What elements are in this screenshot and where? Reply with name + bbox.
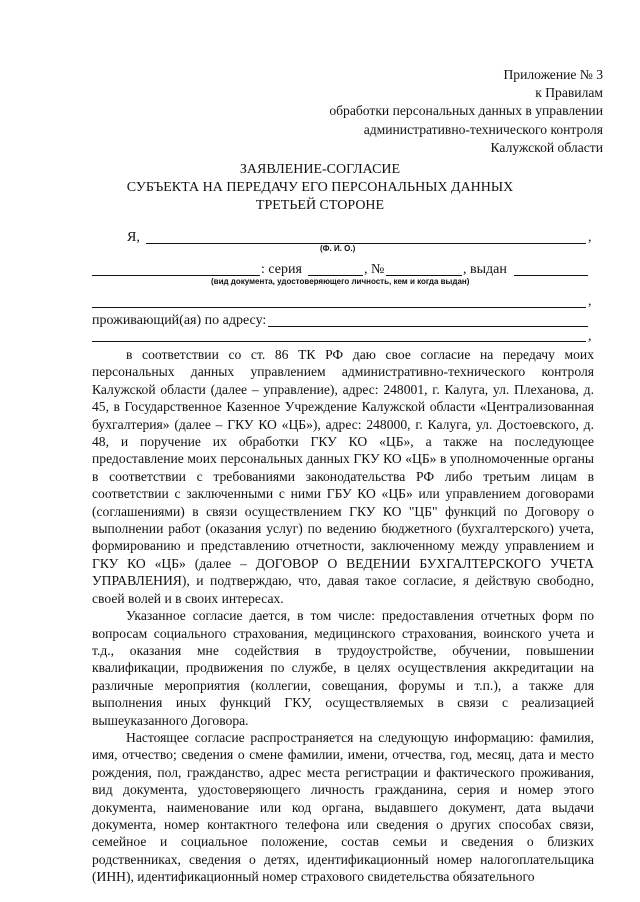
issued-by-comma: , (588, 294, 592, 309)
appendix-line: к Правилам (535, 85, 603, 101)
appendix-header (329, 66, 603, 157)
appendix-line: административно-технического контроля (363, 121, 603, 137)
body-paragraph: Настоящее согласие распространяется на следующую информацию: фамилия, имя, отчество; сведения о смене фамилии, имени, отчества, год, месяц, дата и место рождения, пол, гражданство, адрес места регистрации и фактического проживания, вид документа, удостоверяющего личность гражданина, серия и номер этого документа, наименование или код органа, выдавшего документ, дата выдачи документа, номер контактного телефона или сведения о других способах связи, семейное и социальное положение, состав семьи и сведения о близких родственниках, сведения о детях, идентификационный номер налогоплательщика (ИНН), идентификационный номер страхового свидетельства обязательного (92, 729, 594, 885)
appendix-line: Калужской области (490, 139, 603, 155)
body-paragraph: Указанное согласие дается, в том числе: предоставления отчетных форм по вопросам социального страхования, медицинского страхования, воинского учета и т.д., оказания мне содействия в трудоустройстве, обучении, повышении квалификации, продвижения по службе, в целях осуществления аккредитации на различные мероприятия (коллегии, совещания, форумы и т.п.), а также для выполнения иных функций ГКУ, осуществляемых в связи с реализацией вышеуказанного Договора. (92, 608, 594, 728)
fio-field[interactable] (146, 243, 586, 244)
appendix-line: Приложение № 3 (503, 67, 603, 82)
document-type-field[interactable] (92, 275, 260, 276)
appendix-line: обработки персональных данных в управлении (329, 103, 603, 119)
title-line: ЗАЯВЛЕНИЕ-СОГЛАСИЕ (239, 162, 401, 177)
issued-by-field[interactable] (92, 307, 586, 308)
body-paragraph: в соответствии со ст. 86 ТК РФ даю свое согласие на передачу моих персональных данных управлением административно-технического контроля Калужской области (далее – управление), адрес: 248001, г. Калуга, ул. Плеханова, д. 45, в Государственное Казенное Учреждение Калужской области «Централизованная бухгалтерия» (далее – ГКУ КО «ЦБ»), адрес: 248000, г. Калуга, ул. Достоевского, д. 48, и поручение их обработки ГКУ КО «ЦБ», а также на последующее предоставление моих персональных данных ГКУ КО «ЦБ» в уполномоченные органы в соответствии с требованиями законодательства РФ либо третьим лицам в соответствии с заключенными с ними ГБУ КО «ЦБ» или управлением договорами (соглашениями) в связи осуществлением ГКУ КО "ЦБ" функций по Договору о выполнении работ (оказания услуг) по ведению бюджетного (бухгалтерского) учета, формированию и представлению отчетности, заключенному между управлением и ГКУ КО «ЦБ» (далее – ДОГОВОР О ВЕДЕНИИ БУХГАЛТЕРСКОГО УЧЕТА УПРАВЛЕНИЯ), и подтверждаю, что, давая такое согласие, я действую свободно, своей волей и в своих интересах. (92, 347, 594, 606)
fio-hint: (Ф. И. О.) (320, 244, 356, 253)
issued-field[interactable] (514, 275, 588, 276)
document-title (0, 161, 640, 215)
fio-comma: , (588, 230, 592, 245)
title-line: ТРЕТЬЕЙ СТОРОНЕ (255, 198, 385, 213)
consent-body (92, 346, 594, 886)
number-field[interactable] (386, 275, 462, 276)
address-comma: , (588, 329, 592, 344)
series-label: : серия (261, 262, 302, 277)
issued-label: , выдан (463, 262, 507, 277)
address-label: проживающий(ая) по адресу: (92, 313, 267, 328)
number-label: , № (364, 262, 385, 277)
document-hint: (вид документа, удостоверяющего личность, кем и когда выдан) (211, 277, 470, 286)
address-continuation-field[interactable] (92, 341, 586, 342)
address-field[interactable] (268, 326, 588, 327)
series-field[interactable] (308, 275, 363, 276)
i-label: Я, (127, 230, 140, 245)
title-line: СУБЪЕКТА НА ПЕРЕДАЧУ ЕГО ПЕРСОНАЛЬНЫХ ДАННЫХ (126, 180, 514, 195)
